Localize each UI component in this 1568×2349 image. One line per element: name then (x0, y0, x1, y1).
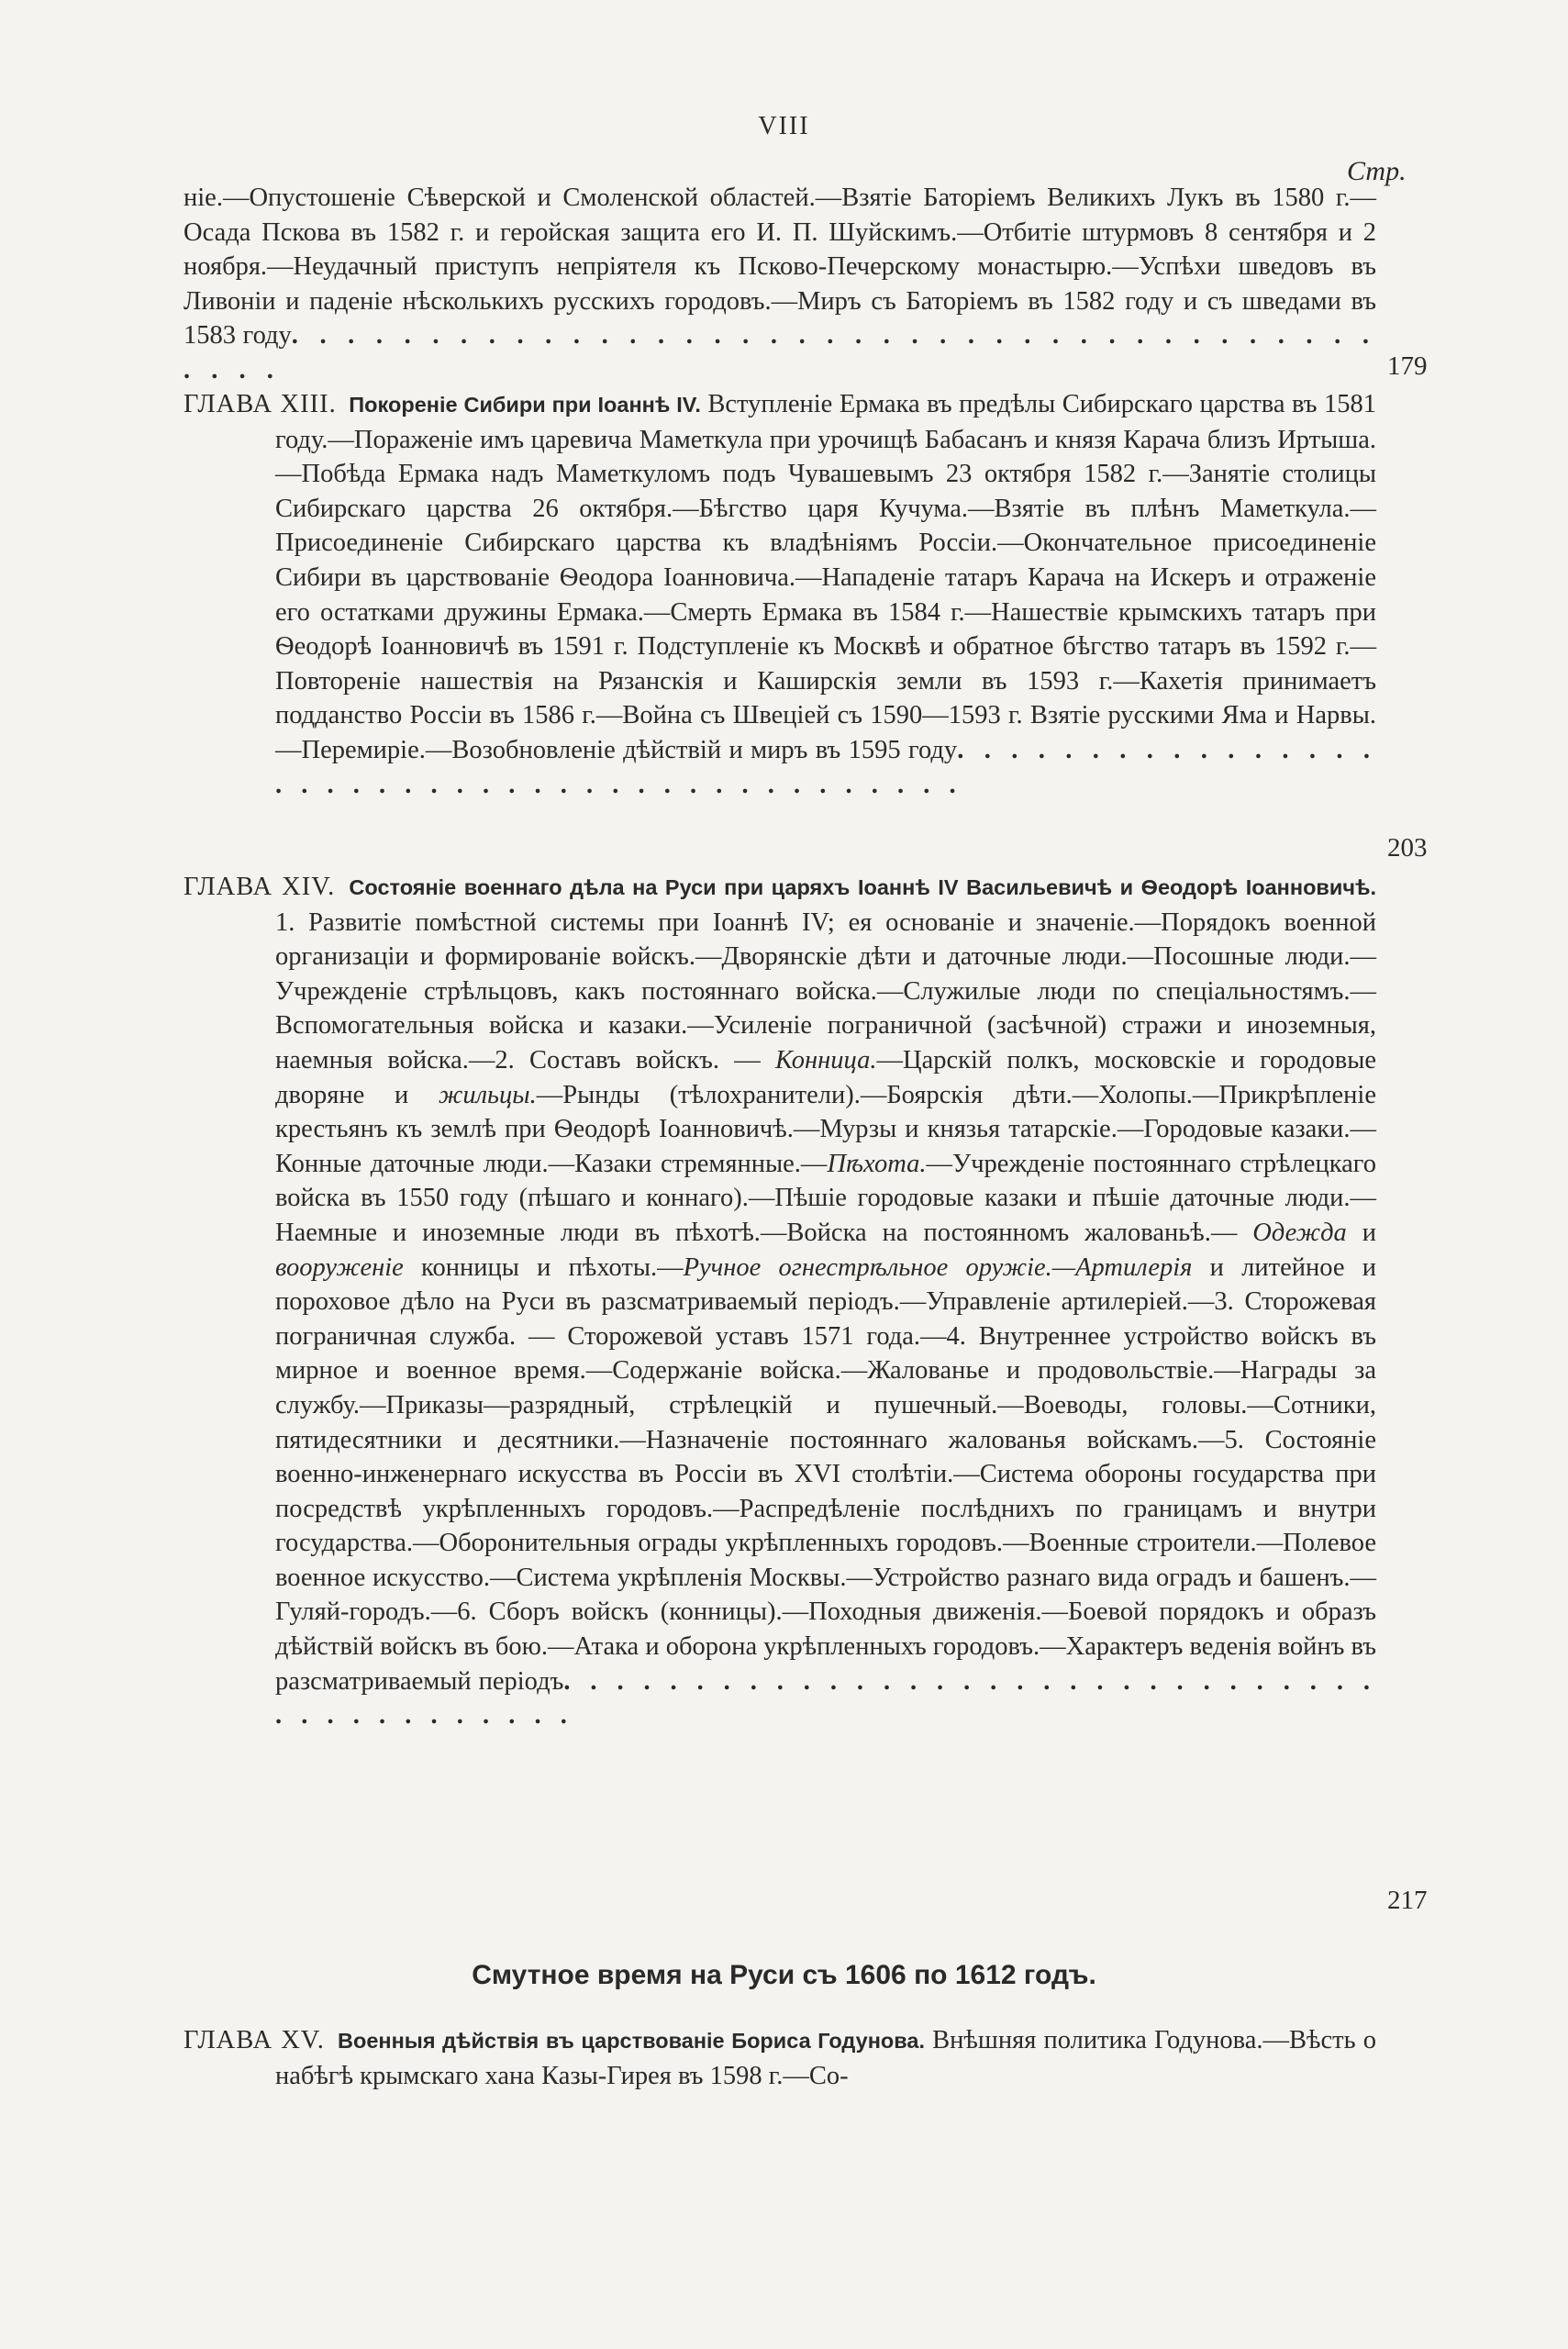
chapter-title: Военныя дѣйствія въ царствованіе Бориса Годунова. (338, 2029, 925, 2053)
chapter-title: Покореніе Сибири при Іоаннѣ IV. (349, 393, 701, 417)
entry-text: Вступленіе Ермака въ предѣлы Сибирскаго царства въ 1581 году.—Пораженіе имъ царевича Маметкула при урочищѣ Бабасанъ и князя Карача близъ Иртыша.—Побѣда Ермака надъ Маметкуломъ подъ Чувашевымъ 23 октября 1582 г.—Занятіе столицы Сибирскаго царства 26 октября.—Бѣгство царя Кучума.—Взятіе въ плѣнъ Маметкула.—Присоединеніе Сибирскаго царства къ владѣніямъ Россіи.—Окончательное присоединеніе Сибири въ царствованіе Ѳеодора Іоанновича.—Нападеніе татаръ Карача на Искеръ и отраженіе его остатками дружины Ермака.—Смерть Ермака въ 1584 г.—Нашествіе крымскихъ татаръ при Ѳеодорѣ Іоанновичѣ въ 1591 г. Подступленіе къ Москвѣ и обратное бѣгство татаръ въ 1592 г.—Повтореніе нашествія на Рязанскія и Каширскія земли въ 1593 г.—Кахетія принимаетъ подданство Россіи въ 1586 г.—Война съ Швеціей съ 1590—1593 г. Взятіе русскими Яма и Нарвы.—Перемиріе.—Возобновленіе дѣйствій и миръ въ 1595 году (275, 390, 1377, 764)
leader-dots: . . . . . . . . . . . . . . . . . . . . . . . . . . . . . . . . . . . . . . . . . . . (275, 1666, 1376, 1731)
leader-dots: . . . . . . . . . . . . . . . . . . . . . . . . . . . . . . . . . . . . . . . . . . . (183, 321, 1376, 384)
chapter-title: Состояніе военнаго дѣла на Руси при царяхъ Іоаннѣ IV Васильевичѣ и Ѳеодорѣ Іоанновичѣ. (349, 875, 1377, 899)
page-ref: 203 (1387, 833, 1428, 863)
toc-entry-chapter-14 (183, 870, 1376, 1733)
page-number: VIII (758, 112, 810, 140)
section-heading: Смутное время на Руси съ 1606 по 1612 годъ. (472, 1960, 1096, 1990)
entry-text: Внѣшняя политика Годунова.—Вѣсть о набѣгѣ крымскаго хана Казы-Гирея въ 1598 г.—Со- (275, 2026, 1377, 2090)
toc-entry-continuation (183, 181, 1376, 388)
chapter-number: ГЛАВА XIV. (183, 873, 336, 901)
page-ref: 179 (1387, 351, 1428, 381)
entry-text-run: 1. Развитіе помѣстной системы при Іоаннѣ IV; ея основаніе и значеніе.—Порядокъ военной организаціи и формированіе войскъ.—Дворянскіе дѣти и даточные люди.—Посошные люди.—Учрежденіе стрѣльцовъ, какъ постояннаго войска.—Служилые люди по спеціальностямъ.—Вспомогательныя войска и казаки.—Усиленіе пограничной (засѣчной) стражи и иноземныя, наемныя войска.—2. Составъ войскъ. — (275, 907, 1376, 1074)
italic-term: Одежда (1252, 1218, 1347, 1247)
entry-text: ніе.—Опустошеніе Сѣверской и Смоленской областей.—Взятіе Баторіемъ Великихъ Лукъ въ 1580 г.—Осада Пскова въ 1582 г. и геройская защита его И. П. Шуйскимъ.—Отбитіе штурмовъ 8 сентября и 2 ноября.—Неудачный приступъ непріятеля къ Псково-Печерскому монастырю.—Успѣхи шведовъ въ Ливоніи и паденіе нѣсколькихъ русскихъ городовъ.—Миръ съ Баторіемъ въ 1582 году и съ шведами въ 1583 году (183, 184, 1376, 351)
entry-text-run: —Рынды (тѣлохранители).—Боярскія дѣти.—Холопы.—Прикрѣпленіе крестьянъ къ землѣ при Ѳеодорѣ Іоанновичѣ.—Мурзы и князья татарскіе.—Городовые казаки.—Конные даточные люди.—Казаки стремянные.— (275, 1080, 1377, 1178)
italic-term: вооруженіе (275, 1252, 404, 1282)
toc-entry-chapter-13 (183, 387, 1376, 802)
entry-text-run: и (1346, 1218, 1376, 1247)
entry-text-run: конницы и пѣхоты.— (403, 1252, 684, 1282)
leader-dots: . . . . . . . . . . . . . . . . . . . . . . . . . . . . . . . . . . . . . . . . . . . (275, 735, 1376, 799)
page-ref: 217 (1387, 1886, 1428, 1915)
italic-term: жильцы. (438, 1080, 537, 1109)
entry-text-run: и литейное и пороховое дѣло на Руси въ разсматриваемый періодъ.—Управленіе артилеріей.—3. Сторожевая пограничная служба. — Сторожевой уставъ 1571 года.—4. Внутреннее устройство войскъ въ мирное и военное время.—Содержаніе войска.—Жалованье и продовольствіе.—Награды за службу.—Приказы—разрядный, стрѣлецкій и пушечный.—Воеводы, головы.—Сотники, пятидесятники и десятники.—Назначеніе постояннаго жалованья войскамъ.—5. Состояніе военно-инженернаго искусства въ Россіи въ XVI столѣтіи.—Система обороны государства при посредствѣ укрѣпленныхъ городовъ.—Распредѣленіе послѣднихъ по границамъ и внутри государства.—Оборонительныя ограды укрѣпленныхъ городовъ.—Военные строители.—Полевое военное искусство.—Система укрѣпленія Москвы.—Устройство разнаго вида оградъ и башенъ.—Гуляй-городъ.—6. Сборъ войскъ (конницы).—Походныя движенія.—Боевой порядокъ и образъ дѣйствій войскъ въ бою.—Атака и оборона укрѣпленныхъ городовъ.—Характеръ веденія войнъ въ разсматриваемый періодъ (275, 1252, 1377, 1696)
page-column-label: Стр. (1347, 156, 1407, 186)
entry-text-run: —Учрежденіе постояннаго стрѣлецкаго войска въ 1550 году (пѣшаго и коннаго).—Пѣшіе городовые казаки и пѣшіе даточные люди.—Наемные и иноземные люди въ пѣхотѣ.—Войска на постоянномъ жалованьѣ.— (275, 1149, 1377, 1247)
chapter-number: ГЛАВА XV. (183, 2026, 325, 2054)
entry-text (275, 908, 1376, 1696)
chapter-number: ГЛАВА XIII. (183, 390, 337, 418)
toc-entry-chapter-15 (183, 2023, 1376, 2093)
italic-term: Конница. (774, 1045, 877, 1074)
italic-term: Ручное огнестрѣльное оружіе.—Артилерія (683, 1252, 1193, 1282)
entry-text-run: —Царскій полкъ, московскіе и городовые дворяне и (275, 1045, 1376, 1109)
italic-term: Пѣхота. (827, 1149, 927, 1178)
